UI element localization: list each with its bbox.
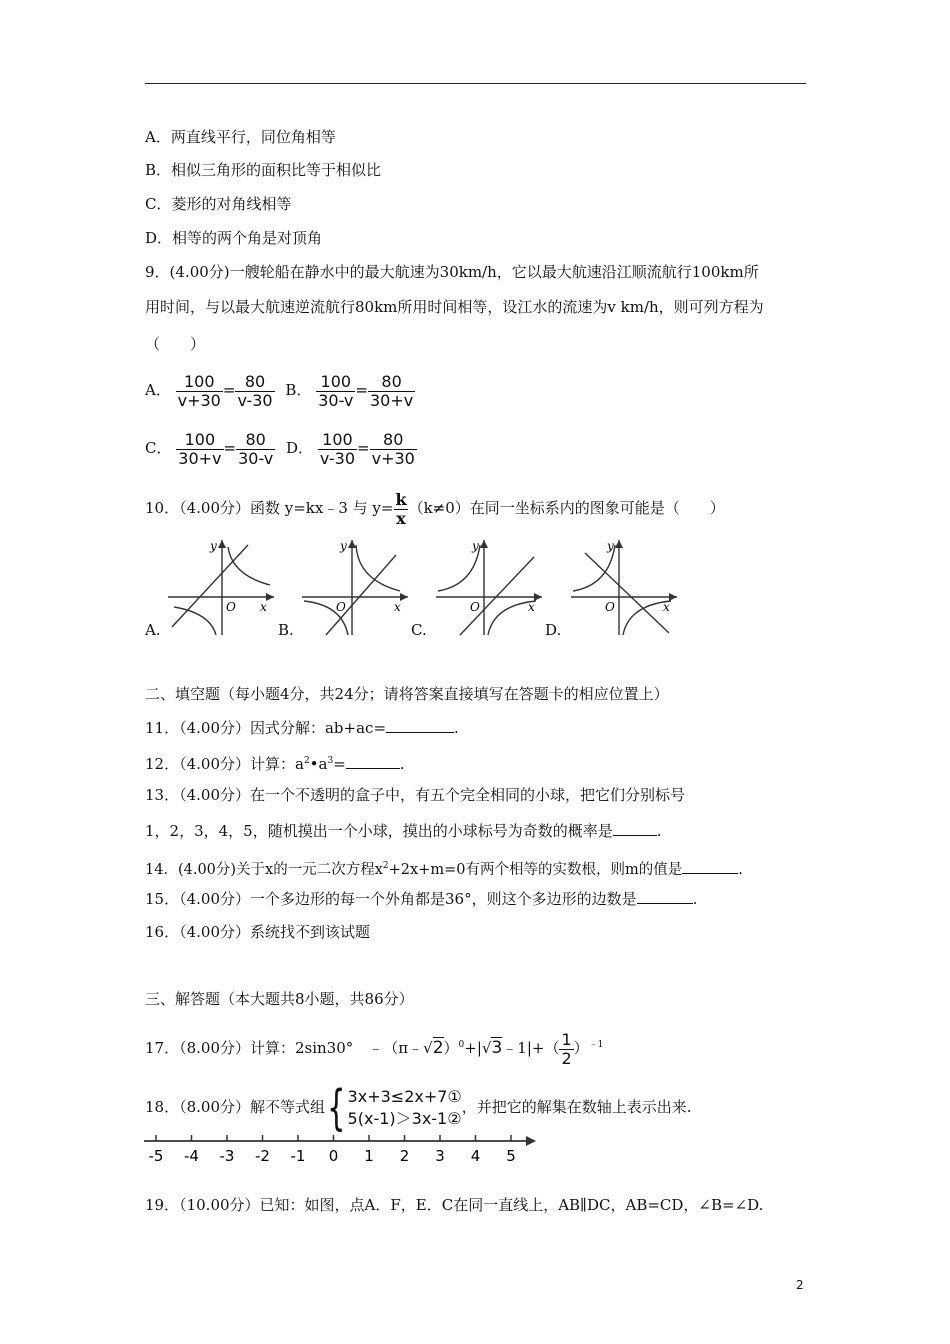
graph-d-x-arrow (669, 593, 677, 601)
q9-b-label: B． (285, 381, 312, 399)
graph-b-origin: O (336, 600, 346, 614)
graph-b (296, 535, 416, 640)
graph-d-line (585, 553, 669, 633)
graph-c (430, 535, 550, 640)
q18-brace: { (327, 1080, 346, 1136)
q9-c-frac1: $\frac{100}{30+v}$ (178, 429, 222, 468)
q9-b-frac1: $\frac{100}{30-v}$ (318, 371, 354, 410)
q17-half: $\frac{1}{2}$ (561, 1029, 572, 1068)
q9-options-cd (145, 428, 417, 468)
number-line-tick-label: 5 (506, 1147, 516, 1165)
q12-period: . (399, 755, 405, 773)
graph-c-line (460, 557, 534, 635)
q17 (145, 1025, 603, 1068)
q12-exp1: 2 (303, 756, 310, 766)
graph-a-origin: O (226, 600, 236, 614)
graph-d-y-label: y (607, 539, 614, 553)
q15 (145, 889, 697, 909)
page-number: 2 (796, 1278, 804, 1292)
q18-suffix: ，并把它的解集在数轴上表示出来. (461, 1098, 692, 1116)
q17-sqrt3: √3 (481, 1038, 503, 1058)
number-line-tick-label: 0 (328, 1147, 339, 1165)
q12-suffix: = (333, 755, 346, 773)
q17-mid3: ﹣1|+（ (502, 1039, 560, 1057)
q13-text: 1，2，3，4，5，随机摸出一个小球，摸出的小球标号为奇数的概率是 (145, 822, 613, 840)
q12 (145, 751, 405, 774)
q14-blank[interactable] (682, 859, 738, 874)
graph-d-origin: O (605, 600, 615, 614)
q10-frac: $\frac{k}{x}$ (395, 489, 407, 528)
graph-d-x-label: x (663, 600, 670, 614)
graph-a-hyperbola-1 (228, 547, 270, 585)
q11-blank[interactable] (386, 718, 454, 733)
graph-a-label: A. (145, 621, 161, 639)
graph-a-hyperbola-2 (174, 607, 216, 635)
graph-a-y-arrow (218, 540, 226, 548)
q11-text: 11．（4.00分）因式分解：ab+ac= (145, 719, 387, 737)
section2-title: 二、填空题（每小题4分，共24分；请将答案直接填写在答题卡的相应位置上） (145, 685, 669, 703)
option-8b: B．相似三角形的面积比等于相似比 (145, 161, 382, 179)
q17-prefix: 17．（8.00分）计算：2sin30° ﹣（π﹣ (145, 1039, 424, 1057)
q12-prefix: 12．（4.00分）计算：a (145, 755, 304, 773)
q9-c-frac2: $\frac{80}{30-v}$ (238, 429, 274, 468)
graph-c-origin: O (470, 600, 480, 614)
graph-c-label: C. (411, 621, 427, 639)
graph-b-x-label: x (394, 600, 401, 614)
q18 (145, 1080, 692, 1136)
q12-exp2: 3 (327, 756, 334, 766)
q18-system (348, 1086, 462, 1130)
graph-b-x-arrow (400, 593, 408, 601)
header-rule (145, 83, 806, 84)
q10-suffix: （k≠0）在同一坐标系内的图象可能是（ ） (408, 499, 725, 517)
q9-line2: 用时间，与以最大航速逆流航行80km所用时间相等，设江水的流速为v km/h，则可列方程为 (145, 298, 764, 316)
q17-exp-neg1: ﹣1 (588, 1040, 604, 1050)
q12-blank[interactable] (346, 754, 400, 769)
q12-mid: •a (309, 755, 328, 773)
graph-b-label: B. (278, 621, 294, 639)
number-line-tick-label: -5 (148, 1147, 164, 1165)
graph-a-x-arrow (266, 593, 274, 601)
q9-d-eq: = (357, 439, 370, 457)
q11-period: . (454, 719, 459, 737)
q17-mid1: ） (443, 1039, 459, 1057)
number-line-tick-label: -3 (219, 1147, 235, 1165)
number-line-tick-label: 1 (364, 1147, 374, 1165)
q13-line2 (145, 821, 662, 841)
q10-stem (145, 488, 725, 528)
graph-d-y-arrow (615, 540, 623, 548)
q9-a-label: A． (145, 381, 171, 399)
q14-period: . (738, 861, 743, 878)
q13-blank[interactable] (613, 821, 657, 836)
q18-ineq2: 5(x-1)＞3x-1② (347, 1109, 462, 1128)
graph-c-x-label: x (528, 600, 535, 614)
q17-sqrt2: √2 (423, 1038, 444, 1058)
number-line-tick-label: 3 (435, 1147, 445, 1165)
q11 (145, 718, 459, 738)
q14 (145, 856, 743, 880)
number-line-tick-label: 4 (470, 1147, 481, 1165)
q15-text: 15．（4.00分）一个多边形的每一个外角都是36°，则这个多边形的边数是 (145, 890, 637, 908)
number-line-tick-label: 2 (399, 1147, 410, 1165)
graph-b-line (326, 555, 396, 635)
graph-b-y-arrow (348, 540, 356, 548)
q18-ineq1: 3x+3≤2x+7① (347, 1087, 462, 1106)
q9-line1: 9．(4.00分)一艘轮船在静水中的最大航速为30km/h，它以最大航速沿江顺流航行100km所 (145, 263, 759, 281)
q9-d-label: D． (286, 439, 314, 457)
option-8d: D．相等的两个角是对顶角 (145, 229, 323, 247)
q13-line1: 13．（4.00分）在一个不透明的盒子中，有五个完全相同的小球，把它们分别标号 (145, 786, 685, 804)
q9-a-frac2: $\frac{80}{v-30}$ (237, 371, 273, 410)
graph-c-y-arrow (480, 540, 488, 548)
q9-a-eq: = (222, 381, 236, 399)
number-line-arrow (526, 1136, 536, 1146)
graph-a-y-label: y (210, 539, 217, 553)
q9-c-eq: = (223, 439, 237, 457)
q19: 19．（10.00分）已知：如图，点A．F，E．C在同一直线上，AB∥DC，AB=CD，∠B=∠D. (145, 1196, 764, 1214)
q9-a-frac1: $\frac{100}{v+30}$ (177, 371, 221, 410)
q14-suffix: +2x+m=0有两个相等的实数根，则m的值是 (388, 861, 683, 878)
section3-title: 三、解答题（本大题共8小题，共86分） (145, 990, 414, 1008)
q9-line3: （ ） (145, 335, 206, 353)
number-line-ticks (149, 1135, 516, 1165)
q14-exp: 2 (382, 861, 389, 871)
graph-a-line (172, 545, 248, 627)
graph-c-y-label: y (472, 539, 479, 553)
q15-blank[interactable] (637, 889, 693, 904)
graph-d-label: D. (545, 621, 562, 639)
graph-d (565, 535, 685, 640)
number-line-tick-label: -4 (184, 1147, 199, 1165)
option-8a: A．两直线平行，同位角相等 (145, 128, 336, 146)
graph-a (160, 535, 280, 640)
q9-d-frac2: $\frac{80}{v+30}$ (371, 429, 415, 468)
q9-c-label: C． (145, 439, 172, 457)
number-line-tick-label: -2 (255, 1147, 270, 1165)
graph-b-hyperbola-1 (356, 545, 400, 591)
q17-mid2: +| (464, 1039, 482, 1057)
q17-exp0: 0 (458, 1040, 465, 1050)
option-8c: C．菱形的对角线相等 (145, 195, 292, 213)
graph-a-x-label: x (260, 600, 267, 614)
graph-b-y-label: y (340, 539, 347, 553)
q10-prefix: 10．（4.00分）函数 y=kx﹣3 与 y= (145, 499, 394, 517)
number-line-tick-label: -1 (290, 1147, 306, 1165)
graph-c-x-arrow (534, 593, 542, 601)
q14-prefix: 14．(4.00分)关于x的一元二次方程x (145, 861, 383, 878)
q9-b-eq: = (355, 381, 368, 399)
q9-b-frac2: $\frac{80}{30+v}$ (369, 371, 414, 410)
q18-prefix: 18．（8.00分）解不等式组 (145, 1098, 325, 1116)
q9-options-ab (145, 370, 415, 410)
q13-period: . (656, 822, 662, 840)
q9-d-frac1: $\frac{100}{v-30}$ (319, 429, 356, 468)
q17-mid4: ） (573, 1039, 589, 1057)
q16: 16．（4.00分）系统找不到该试题 (145, 923, 370, 941)
q15-period: . (692, 890, 698, 908)
number-line (140, 1130, 540, 1166)
